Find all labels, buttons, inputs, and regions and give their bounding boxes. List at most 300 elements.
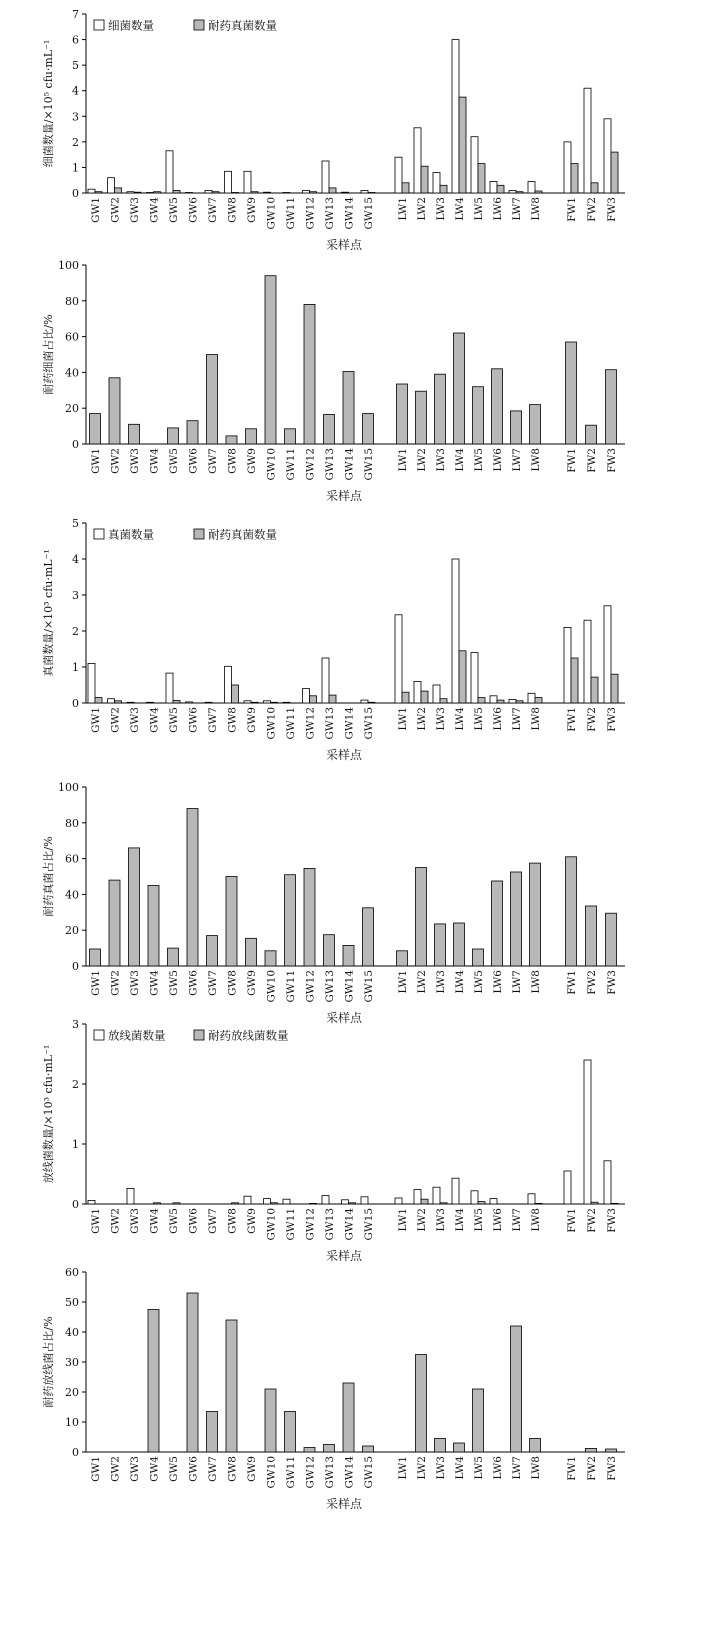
x-tick-label: LW2 bbox=[416, 1456, 428, 1480]
x-tick-label: FW1 bbox=[566, 707, 578, 732]
x-tick-label: GW7 bbox=[207, 707, 219, 733]
x-tick-label: LW3 bbox=[435, 707, 447, 731]
y-tick-label: 2 bbox=[72, 1078, 79, 1091]
bar-GW7-series-1 bbox=[207, 1412, 218, 1453]
bar-GW15-series-1 bbox=[361, 190, 368, 193]
x-tick-label: LW6 bbox=[492, 448, 504, 472]
bar-LW1-series-1 bbox=[395, 157, 402, 193]
bar-LW8-series-1 bbox=[528, 1194, 535, 1204]
x-tick-label: GW5 bbox=[168, 1208, 180, 1234]
bar-LW7-series-1 bbox=[511, 1326, 522, 1452]
x-tick-label: LW2 bbox=[416, 707, 428, 731]
bar-LW5-series-1 bbox=[471, 1191, 478, 1204]
x-tick-label: LW3 bbox=[435, 970, 447, 994]
x-tick-label: GW13 bbox=[324, 448, 336, 481]
bar-GW3-series-1 bbox=[127, 192, 134, 193]
bar-GW1-series-2 bbox=[95, 698, 102, 703]
bar-GW6-series-1 bbox=[186, 193, 193, 194]
y-tick-label: 3 bbox=[72, 1018, 79, 1031]
x-tick-label: GW11 bbox=[285, 197, 297, 230]
bar-FW2-series-1 bbox=[584, 1060, 591, 1204]
y-tick-label: 4 bbox=[72, 84, 79, 98]
bar-FW3-series-1 bbox=[604, 119, 611, 193]
bar-GW9-series-1 bbox=[244, 1196, 251, 1204]
bar-LW6-series-1 bbox=[490, 182, 497, 194]
y-tick-label: 100 bbox=[58, 781, 79, 794]
bar-GW1-series-1 bbox=[88, 189, 95, 193]
bar-LW4-series-1 bbox=[452, 559, 459, 703]
x-tick-label: GW4 bbox=[148, 1208, 161, 1234]
bar-GW7-series-2 bbox=[212, 192, 219, 193]
y-tick-label: 40 bbox=[65, 366, 79, 380]
x-tick-label: GW10 bbox=[265, 707, 278, 740]
bar-GW10-series-1 bbox=[265, 276, 276, 444]
bar-LW3-series-1 bbox=[433, 1187, 440, 1204]
x-tick-label: GW7 bbox=[207, 970, 219, 996]
x-tick-label: GW2 bbox=[109, 448, 122, 474]
bar-GW12-series-1 bbox=[304, 868, 315, 966]
x-tick-label: LW1 bbox=[397, 1456, 409, 1480]
bar-GW13-series-1 bbox=[324, 1445, 335, 1453]
x-tick-label: GW7 bbox=[207, 1456, 219, 1482]
x-tick-label: LW3 bbox=[435, 1208, 447, 1232]
bar-GW9-series-1 bbox=[244, 701, 251, 703]
x-tick-label: GW7 bbox=[207, 1208, 219, 1234]
bar-LW4-series-2 bbox=[459, 651, 466, 703]
x-tick-label: LW5 bbox=[473, 1456, 485, 1480]
x-tick-label: LW3 bbox=[435, 1456, 447, 1480]
bar-GW4-series-2 bbox=[154, 1203, 161, 1204]
bar-FW2-series-1 bbox=[586, 906, 597, 966]
bar-LW2-series-1 bbox=[416, 868, 427, 967]
x-tick-label: GW4 bbox=[148, 448, 161, 474]
bar-GW5-series-1 bbox=[166, 151, 173, 193]
bar-GW1-series-1 bbox=[90, 414, 101, 444]
x-tick-label: FW3 bbox=[606, 1456, 618, 1481]
x-tick-label: GW10 bbox=[265, 1456, 278, 1489]
bar-GW5-series-2 bbox=[173, 190, 180, 193]
x-tick-label: GW12 bbox=[304, 448, 317, 481]
x-tick-label: GW8 bbox=[226, 707, 239, 733]
bar-GW14-series-1 bbox=[343, 1383, 354, 1452]
bar-LW6-series-1 bbox=[490, 1199, 497, 1204]
x-tick-label: FW1 bbox=[566, 970, 578, 995]
x-tick-label: GW10 bbox=[265, 448, 278, 481]
y-tick-label: 3 bbox=[72, 110, 79, 124]
bar-GW12-series-1 bbox=[303, 190, 310, 193]
bar-GW12-series-1 bbox=[304, 304, 315, 444]
x-tick-label: GW2 bbox=[109, 1456, 122, 1482]
legend-label-2: 耐药真菌数量 bbox=[208, 18, 277, 33]
bar-GW10-series-1 bbox=[264, 192, 271, 193]
chart-panel-4 bbox=[41, 781, 625, 1025]
x-tick-label: GW1 bbox=[90, 1208, 102, 1234]
bar-GW3-series-1 bbox=[129, 848, 140, 966]
y-axis-label: 耐药真菌占比/% bbox=[42, 836, 55, 917]
y-tick-label: 3 bbox=[72, 589, 79, 602]
x-tick-label: FW3 bbox=[606, 448, 618, 473]
bar-GW9-series-1 bbox=[246, 938, 257, 966]
bar-LW6-series-1 bbox=[492, 369, 503, 444]
x-tick-label: GW14 bbox=[343, 1456, 356, 1489]
x-tick-label: GW1 bbox=[90, 707, 102, 733]
y-tick-label: 0 bbox=[72, 1446, 79, 1459]
x-tick-label: GW4 bbox=[148, 707, 161, 733]
legend-swatch-2 bbox=[194, 20, 204, 30]
y-tick-label: 6 bbox=[72, 33, 79, 47]
bar-GW13-series-2 bbox=[329, 695, 336, 703]
bar-LW2-series-2 bbox=[421, 1199, 428, 1204]
x-tick-label: FW2 bbox=[586, 197, 598, 222]
x-tick-label: GW8 bbox=[226, 970, 239, 996]
x-tick-label: GW14 bbox=[343, 1208, 356, 1241]
bar-GW2-series-1 bbox=[108, 699, 115, 703]
x-tick-label: LW4 bbox=[454, 448, 466, 472]
x-tick-label: LW3 bbox=[435, 197, 447, 221]
bar-GW12-series-2 bbox=[310, 1203, 317, 1204]
x-tick-label: FW3 bbox=[606, 197, 618, 222]
x-axis-label: 采样点 bbox=[325, 748, 363, 762]
x-tick-label: LW6 bbox=[492, 707, 504, 731]
bar-GW12-series-1 bbox=[304, 1448, 315, 1453]
bar-GW2-series-1 bbox=[109, 880, 120, 966]
bar-GW9-series-2 bbox=[251, 702, 258, 703]
x-tick-label: GW15 bbox=[363, 970, 375, 1003]
y-axis-label: 放线菌数量/×10³ cfu·mL⁻¹ bbox=[42, 1044, 55, 1184]
y-tick-label: 7 bbox=[72, 8, 79, 21]
x-tick-label: LW4 bbox=[454, 1456, 466, 1480]
x-tick-label: LW8 bbox=[530, 448, 542, 472]
bar-GW15-series-2 bbox=[368, 702, 375, 703]
bar-LW4-series-1 bbox=[452, 40, 459, 193]
bar-GW15-series-1 bbox=[361, 1197, 368, 1204]
x-tick-label: GW1 bbox=[90, 448, 102, 474]
x-tick-label: GW5 bbox=[168, 448, 180, 474]
y-axis-label: 耐药细菌占比/% bbox=[42, 314, 55, 395]
bar-GW8-series-1 bbox=[226, 877, 237, 967]
y-tick-label: 2 bbox=[72, 625, 79, 638]
bar-FW2-series-2 bbox=[591, 183, 598, 193]
bar-FW1-series-1 bbox=[564, 142, 571, 193]
x-tick-label: GW5 bbox=[168, 197, 180, 223]
chart-panel-2 bbox=[41, 259, 625, 503]
x-tick-label: GW8 bbox=[226, 197, 239, 223]
bar-GW2-series-1 bbox=[109, 378, 120, 444]
bar-GW12-series-2 bbox=[310, 696, 317, 703]
bar-GW1-series-2 bbox=[95, 192, 102, 193]
x-tick-label: FW2 bbox=[586, 1456, 598, 1481]
bar-GW5-series-2 bbox=[173, 1203, 180, 1204]
bar-GW14-series-1 bbox=[343, 945, 354, 966]
x-tick-label: LW5 bbox=[473, 970, 485, 994]
legend-label-1: 放线菌数量 bbox=[108, 1028, 166, 1043]
bar-GW11-series-1 bbox=[283, 193, 290, 194]
x-tick-label: GW9 bbox=[246, 448, 258, 474]
bar-GW9-series-1 bbox=[244, 171, 251, 193]
x-tick-label: LW8 bbox=[530, 197, 542, 221]
bar-LW4-series-1 bbox=[454, 1443, 465, 1452]
bar-GW5-series-1 bbox=[168, 428, 179, 444]
bar-FW1-series-1 bbox=[564, 627, 571, 703]
x-tick-label: LW2 bbox=[416, 1208, 428, 1232]
x-tick-label: FW2 bbox=[586, 707, 598, 732]
y-axis-label: 耐药放线菌占比/% bbox=[42, 1316, 55, 1408]
x-tick-label: GW4 bbox=[148, 197, 161, 223]
x-tick-label: GW14 bbox=[343, 970, 356, 1003]
bar-GW8-series-2 bbox=[232, 1203, 239, 1204]
bar-FW3-series-2 bbox=[611, 152, 618, 193]
bar-LW7-series-1 bbox=[511, 411, 522, 444]
bar-LW1-series-1 bbox=[395, 1198, 402, 1204]
x-tick-label: GW13 bbox=[324, 707, 336, 740]
x-tick-label: GW7 bbox=[207, 448, 219, 474]
x-tick-label: LW6 bbox=[492, 970, 504, 994]
bar-GW4-series-1 bbox=[148, 886, 159, 967]
bar-GW11-series-1 bbox=[285, 429, 296, 444]
bar-GW3-series-1 bbox=[127, 702, 134, 703]
bar-LW8-series-1 bbox=[528, 693, 535, 703]
x-tick-label: FW3 bbox=[606, 707, 618, 732]
bar-GW2-series-2 bbox=[115, 188, 122, 193]
x-axis-label: 采样点 bbox=[325, 238, 363, 252]
legend-swatch-1 bbox=[94, 529, 104, 539]
bar-LW2-series-1 bbox=[416, 391, 427, 444]
bar-GW3-series-1 bbox=[127, 1188, 134, 1204]
x-tick-label: GW13 bbox=[324, 1208, 336, 1241]
bar-LW2-series-1 bbox=[414, 128, 421, 193]
x-tick-label: GW10 bbox=[265, 197, 278, 230]
y-tick-label: 80 bbox=[65, 294, 79, 308]
x-tick-label: GW11 bbox=[285, 448, 297, 481]
x-tick-label: GW1 bbox=[90, 197, 102, 223]
bar-LW3-series-1 bbox=[435, 374, 446, 444]
y-tick-label: 60 bbox=[65, 852, 79, 866]
bar-FW2-series-1 bbox=[584, 620, 591, 703]
bar-GW8-series-1 bbox=[226, 1320, 237, 1452]
x-tick-label: GW10 bbox=[265, 970, 278, 1003]
x-tick-label: GW1 bbox=[90, 1456, 102, 1482]
x-tick-label: GW4 bbox=[148, 970, 161, 996]
bar-FW3-series-1 bbox=[604, 606, 611, 703]
x-tick-label: GW11 bbox=[285, 1208, 297, 1241]
y-tick-label: 0 bbox=[72, 960, 79, 973]
x-axis-label: 采样点 bbox=[325, 489, 363, 503]
bar-GW7-series-1 bbox=[207, 936, 218, 966]
x-tick-label: GW9 bbox=[246, 707, 258, 733]
x-tick-label: GW3 bbox=[129, 448, 141, 474]
x-tick-label: GW9 bbox=[246, 197, 258, 223]
y-tick-label: 5 bbox=[72, 59, 79, 73]
x-tick-label: FW3 bbox=[606, 1208, 618, 1233]
bar-GW3-series-1 bbox=[129, 424, 140, 444]
bar-LW5-series-2 bbox=[478, 1202, 485, 1204]
bar-GW12-series-2 bbox=[310, 192, 317, 193]
y-tick-label: 1 bbox=[72, 661, 79, 674]
bar-LW5-series-1 bbox=[473, 387, 484, 444]
x-axis-label: 采样点 bbox=[325, 1011, 363, 1025]
bar-GW7-series-1 bbox=[205, 702, 212, 703]
bar-FW2-series-2 bbox=[591, 677, 598, 703]
x-tick-label: GW3 bbox=[129, 1456, 141, 1482]
x-tick-label: GW13 bbox=[324, 197, 336, 230]
bar-LW8-series-1 bbox=[528, 182, 535, 194]
bar-GW5-series-1 bbox=[166, 673, 173, 703]
x-tick-label: GW6 bbox=[187, 707, 200, 733]
x-tick-label: GW6 bbox=[187, 970, 200, 996]
bar-LW5-series-1 bbox=[473, 949, 484, 966]
x-tick-label: LW7 bbox=[511, 707, 523, 731]
bar-LW1-series-1 bbox=[397, 384, 408, 444]
legend-label-1: 细菌数量 bbox=[108, 18, 154, 33]
bar-LW8-series-2 bbox=[535, 1203, 542, 1204]
x-tick-label: LW4 bbox=[454, 197, 466, 221]
bar-FW2-series-2 bbox=[591, 1202, 598, 1204]
bar-GW15-series-2 bbox=[368, 193, 375, 194]
x-tick-label: GW9 bbox=[246, 1208, 258, 1234]
legend-swatch-1 bbox=[94, 20, 104, 30]
chart-panel-1 bbox=[41, 8, 625, 252]
x-tick-label: GW6 bbox=[187, 1208, 200, 1234]
bar-GW10-series-2 bbox=[271, 1203, 278, 1204]
bar-GW4-series-1 bbox=[148, 1310, 159, 1453]
y-tick-label: 2 bbox=[72, 135, 79, 149]
bar-GW10-series-1 bbox=[264, 1199, 271, 1204]
x-tick-label: GW7 bbox=[207, 197, 219, 223]
bar-LW6-series-2 bbox=[497, 700, 504, 703]
x-tick-label: FW3 bbox=[606, 970, 618, 995]
x-tick-label: GW6 bbox=[187, 1456, 200, 1482]
bar-GW3-series-2 bbox=[134, 192, 141, 193]
bar-GW10-series-1 bbox=[264, 701, 271, 703]
bar-LW3-series-2 bbox=[440, 699, 447, 703]
bar-LW4-series-1 bbox=[452, 1178, 459, 1204]
bar-GW1-series-1 bbox=[90, 949, 101, 966]
y-tick-label: 40 bbox=[65, 1326, 79, 1339]
bar-LW7-series-1 bbox=[509, 190, 516, 193]
x-tick-label: GW8 bbox=[226, 448, 239, 474]
bar-LW2-series-1 bbox=[414, 681, 421, 703]
x-tick-label: FW2 bbox=[586, 448, 598, 473]
bar-LW1-series-2 bbox=[402, 183, 409, 193]
bar-FW3-series-1 bbox=[606, 370, 617, 444]
x-tick-label: GW10 bbox=[265, 1208, 278, 1241]
bar-GW8-series-2 bbox=[232, 193, 239, 194]
bar-LW4-series-1 bbox=[454, 923, 465, 966]
x-tick-label: LW4 bbox=[454, 707, 466, 731]
x-tick-label: GW14 bbox=[343, 197, 356, 230]
y-tick-label: 30 bbox=[65, 1356, 79, 1369]
x-tick-label: GW3 bbox=[129, 970, 141, 996]
bar-LW5-series-1 bbox=[471, 137, 478, 193]
y-tick-label: 5 bbox=[72, 517, 79, 530]
bar-LW5-series-1 bbox=[471, 653, 478, 703]
bar-LW6-series-2 bbox=[497, 185, 504, 193]
bar-LW3-series-1 bbox=[435, 1439, 446, 1453]
x-tick-label: FW2 bbox=[586, 1208, 598, 1233]
legend-swatch-2 bbox=[194, 1030, 204, 1040]
bar-GW10-series-1 bbox=[265, 1389, 276, 1452]
legend bbox=[94, 528, 277, 542]
bar-GW15-series-1 bbox=[363, 414, 374, 444]
x-tick-label: GW5 bbox=[168, 1456, 180, 1482]
chart-panel-3 bbox=[41, 517, 625, 762]
bar-FW2-series-1 bbox=[586, 1448, 597, 1452]
x-tick-label: GW3 bbox=[129, 1208, 141, 1234]
bar-FW2-series-1 bbox=[586, 425, 597, 444]
x-tick-label: LW2 bbox=[416, 970, 428, 994]
x-axis-label: 采样点 bbox=[325, 1497, 363, 1511]
bar-GW8-series-1 bbox=[226, 436, 237, 444]
y-axis-label: 细菌数量/×10⁵ cfu·mL⁻¹ bbox=[42, 39, 55, 168]
bar-FW2-series-1 bbox=[584, 88, 591, 193]
bar-GW11-series-1 bbox=[283, 1199, 290, 1204]
x-tick-label: GW14 bbox=[343, 707, 356, 740]
bar-FW1-series-2 bbox=[571, 658, 578, 703]
bar-LW7-series-2 bbox=[516, 192, 523, 193]
x-tick-label: GW4 bbox=[148, 1456, 161, 1482]
chart-panel-5 bbox=[41, 1018, 625, 1263]
x-tick-label: GW1 bbox=[90, 970, 102, 996]
bar-GW11-series-1 bbox=[285, 875, 296, 966]
x-tick-label: GW11 bbox=[285, 1456, 297, 1489]
bar-LW4-series-2 bbox=[459, 97, 466, 193]
bar-LW7-series-2 bbox=[516, 701, 523, 703]
x-tick-label: LW4 bbox=[454, 1208, 466, 1232]
bar-GW6-series-1 bbox=[187, 1293, 198, 1452]
x-tick-label: LW7 bbox=[511, 448, 523, 472]
x-tick-label: FW1 bbox=[566, 1456, 578, 1481]
bar-GW8-series-1 bbox=[225, 666, 232, 703]
y-tick-label: 1 bbox=[72, 1138, 79, 1151]
bar-GW14-series-2 bbox=[349, 1203, 356, 1204]
x-tick-label: GW9 bbox=[246, 1456, 258, 1482]
y-tick-label: 60 bbox=[65, 1266, 79, 1279]
bar-GW13-series-2 bbox=[329, 188, 336, 193]
bar-GW13-series-1 bbox=[322, 658, 329, 703]
bar-GW7-series-1 bbox=[207, 355, 218, 445]
y-tick-label: 40 bbox=[65, 888, 79, 902]
x-tick-label: GW2 bbox=[109, 970, 122, 996]
legend-label-1: 真菌数量 bbox=[108, 527, 154, 542]
x-tick-label: FW2 bbox=[586, 970, 598, 995]
bar-GW13-series-1 bbox=[322, 161, 329, 193]
y-tick-label: 10 bbox=[65, 1416, 79, 1429]
x-tick-label: LW5 bbox=[473, 1208, 485, 1232]
bar-GW4-series-1 bbox=[147, 702, 154, 703]
x-tick-label: GW11 bbox=[285, 970, 297, 1003]
bar-LW3-series-1 bbox=[433, 685, 440, 703]
y-tick-label: 0 bbox=[72, 438, 79, 451]
bar-GW13-series-1 bbox=[324, 415, 335, 445]
x-tick-label: LW8 bbox=[530, 707, 542, 731]
y-tick-label: 80 bbox=[65, 816, 79, 830]
x-tick-label: FW1 bbox=[566, 1208, 578, 1233]
x-tick-label: GW3 bbox=[129, 707, 141, 733]
x-tick-label: LW1 bbox=[397, 197, 409, 221]
bar-LW1-series-1 bbox=[395, 615, 402, 703]
bar-LW8-series-1 bbox=[530, 863, 541, 966]
x-tick-label: GW2 bbox=[109, 197, 122, 223]
bar-LW1-series-1 bbox=[397, 951, 408, 966]
bar-GW15-series-1 bbox=[361, 700, 368, 703]
x-tick-label: GW8 bbox=[226, 1456, 239, 1482]
bar-GW11-series-1 bbox=[285, 1412, 296, 1453]
x-tick-label: GW12 bbox=[304, 1456, 317, 1489]
legend bbox=[94, 1029, 289, 1043]
bar-LW3-series-1 bbox=[433, 173, 440, 194]
bar-GW14-series-1 bbox=[342, 1200, 349, 1204]
x-tick-label: LW7 bbox=[511, 197, 523, 221]
